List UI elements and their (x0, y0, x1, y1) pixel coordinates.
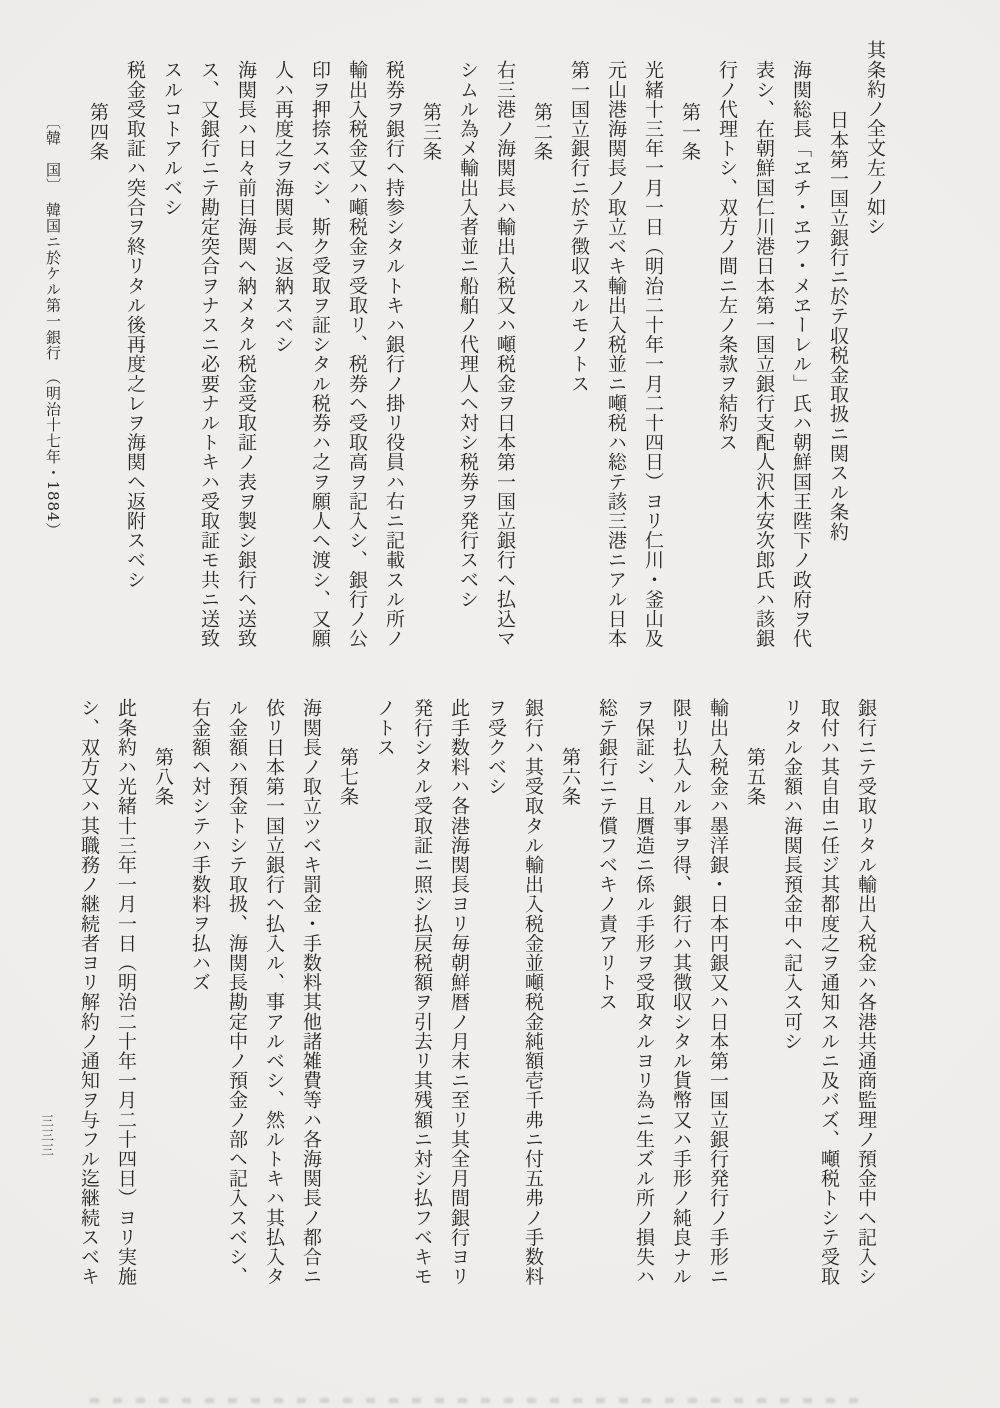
chapter-colophon: 〔韓 国〕 韓国ニ於ケル第一銀行 （明治十七年・1884） (44, 114, 62, 539)
article-8-heading: 第八条 (152, 746, 174, 806)
article-5-line-4: 総テ銀行ニテ償フベキノ責アリトス (596, 698, 618, 1012)
article-3-line-2: 輸出入税金又ハ噸税金ヲ受取リ、税券ヘ受取高ヲ記入シ、銀行ノ公 (346, 59, 368, 648)
scan-edge-artifact (90, 1398, 870, 1403)
article-7-line-2: 依リ日本第一国立銀行ヘ払入ル、事アルベシ、然ルトキハ其払入タ (263, 698, 285, 1286)
article-7-line-4: 右金額ヘ対シテハ手数料ヲ払ハズ (189, 698, 211, 992)
treaty-text-upper-block (38, 40, 893, 672)
article-6-line-2: ヲ受クベシ (485, 698, 507, 796)
article-1-line-1: 光緒十三年一月一日（明治二十年一月二十四日）ヨリ仁川・釜山及 (642, 59, 664, 648)
article-1-line-3: 第一国立銀行ニ於テ徴収スルモノトス (568, 59, 590, 393)
opening-line: 其条約ノ全文左ノ如シ (864, 40, 886, 236)
article-1-line-2: 元山港海関長ノ取立ベキ輸出入税並ニ噸税ハ総テ該三港ニアル日本 (605, 59, 627, 648)
article-2-heading: 第二条 (531, 102, 553, 162)
article-6-line-5: ノトス (374, 698, 396, 757)
article-5-line-3: ヲ保証シ、且贋造ニ係ル手形ヲ受取タルヨリ為ニ生ズル所ノ損失ハ (633, 698, 655, 1286)
article-3-line-5: 海関長ハ日々前日海関ヘ納メタル税金受取証ノ表ヲ製シ銀行ヘ送致 (235, 59, 257, 648)
article-6-line-1: 銀行ハ其受取タル輸出入税金並噸税金純額壱千弗ニ付五弗ノ手数料 (522, 698, 544, 1286)
article-2-line-2: シムル為メ輸出入者並ニ船舶ノ代理人ヘ対シ税券ヲ発行スベシ (457, 59, 479, 609)
article-3-heading: 第三条 (420, 102, 442, 162)
article-3-line-6: ス、又銀行ニテ勘定突合ヲナスニ必要ナルトキハ受取証モ共ニ送致 (198, 59, 220, 648)
article-4-line-2: 取付ハ其自由ニ任ジ其都度之ヲ通知スルニ及バズ、噸税トシテ受取 (818, 698, 840, 1286)
article-3-line-7: スルコトアルベシ (161, 59, 183, 217)
preamble-line-3: 行ノ代理トシ、双方ノ間ニ左ノ条款ヲ結約ス (716, 59, 738, 452)
article-3-line-1: 税券ヲ銀行ヘ持参シタルトキハ銀行ノ掛リ役員ハ右ニ記載スル所ノ (383, 59, 405, 648)
article-6-line-3: 此手数料ハ各港海関長ヨリ毎朝鮮暦ノ月末ニ至リ其全月間銀行ヨリ (448, 698, 470, 1286)
article-4-heading: 第四条 (87, 102, 109, 162)
article-5-line-1: 輸出入税金ハ墨洋銀・日本円銀又ハ日本第一国立銀行発行ノ手形ニ (707, 698, 729, 1286)
article-3-line-3: 印ヲ押捺スベシ、斯ク受取ヲ証シタル税券ハ之ヲ願人ヘ渡シ、又願 (309, 59, 331, 648)
article-3-line-8: 税金受取証ハ突合ヲ終リタル後再度之レヲ海関ヘ返附スベシ (124, 59, 146, 589)
article-2-line-1: 右三港ノ海関長ハ輸出入税又ハ噸税金ヲ日本第一国立銀行ヘ払込マ (494, 59, 516, 648)
article-7-line-3: ル金額ハ預金トシテ取扱、海関長勘定中ノ預金ノ部ヘ記入スベシ、 (226, 698, 248, 1286)
preamble-line-1: 海関総長「ヱチ・ヱフ・メヱーレル」氏ハ朝鮮国王陛下ノ政府ヲ代 (790, 59, 812, 648)
article-7-heading: 第七条 (337, 746, 359, 806)
preamble-line-2: 表シ、在朝鮮国仁川港日本第一国立銀行支配人沢木安次郎氏ハ該銀 (753, 59, 775, 648)
article-8-line-1: 此条約ハ光緒十三年一月一日（明治二十年一月二十四日）ヨリ実施 (115, 698, 137, 1286)
article-6-heading: 第六条 (559, 746, 581, 806)
article-6-line-4: 発行シタル受取証ニ照シ払戻税額ヲ引去リ其残額ニ対シ払フベキモ (411, 698, 433, 1286)
article-7-line-1: 海関長ノ取立ツベキ罰金・手数料其他諸雑費等ハ各海関長ノ都合ニ (300, 698, 322, 1286)
article-8-line-2: シ、双方又ハ其職務ノ継続者ヨリ解約ノ通知ヲ与フル迄継続スベキ (78, 698, 100, 1286)
article-4-line-3: リタル金額ハ海関長預金中ヘ記入ス可シ (781, 698, 803, 1051)
treaty-text-lower-block (70, 698, 884, 1324)
treaty-title: 日本第一国立銀行ニ於テ収税金取扱ニ関スル条約 (827, 110, 849, 542)
article-1-heading: 第一条 (679, 102, 701, 162)
page-number: 三三三 (38, 1114, 53, 1158)
article-4-line-1: 銀行ニテ受取リタル輸出入税金ハ各港共通商監理ノ預金中ヘ記入シ (855, 698, 877, 1286)
article-3-line-4: 人ハ再度之ヲ海関長ヘ返納スベシ (272, 59, 294, 354)
article-5-line-2: 限リ払入ルル事ヲ得、銀行ハ其徴収シタル貨幣又ハ手形ノ純良ナル (670, 698, 692, 1286)
article-5-heading: 第五条 (744, 746, 766, 806)
